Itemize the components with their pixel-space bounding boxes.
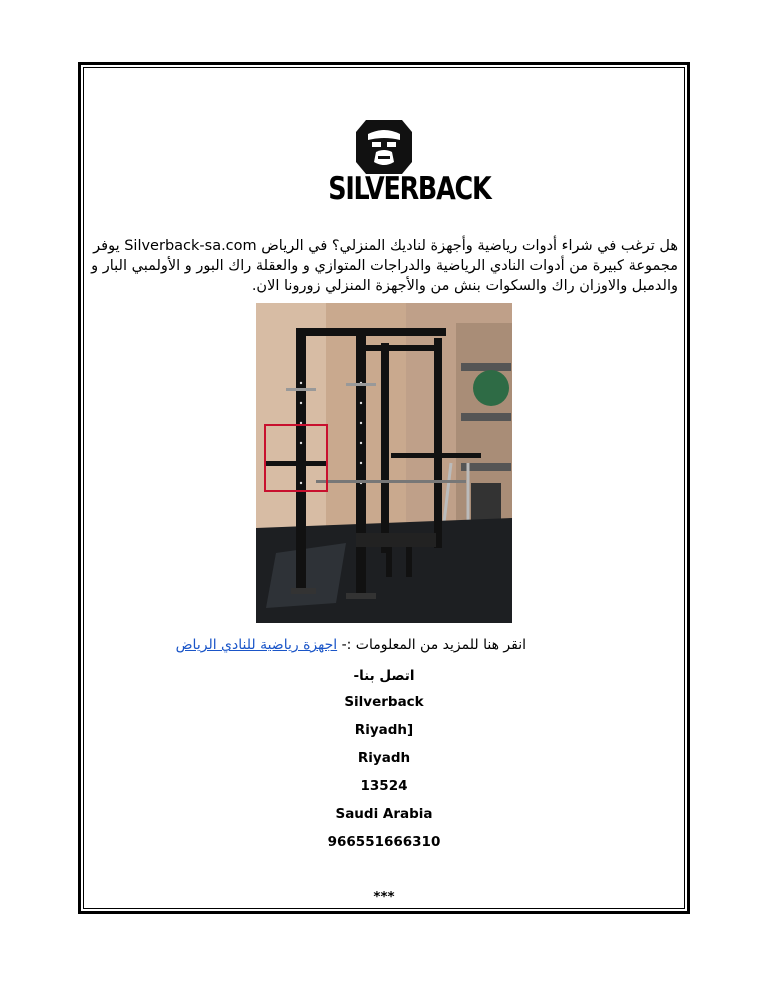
contact-heading: اتصل بنا- (353, 668, 415, 684)
silverback-logo (316, 118, 491, 208)
intro-paragraph: هل ترغب في شراء أدوات رياضية وأجهزة لناديك المنزلي؟ في الرياض Silverback-sa.com يوفر مجموعة كبيرة من أدوات النادي الرياضية والدراجات المتوازي و والعقلة راك البور و الأولمبي البار و والدمبل والاوزان راك والسكوات بنش من والأجهزة المنزلي زورونا الان. (91, 238, 678, 294)
contact-line: Riyadh] (354, 722, 414, 738)
contact-line: Riyadh (357, 750, 411, 766)
power-rack-photo (256, 303, 512, 623)
logo-wordmark: SILVERBACK (328, 171, 491, 207)
equipment-link[interactable]: اجهزة رياضية للنادي الرياض (175, 637, 338, 653)
more-info-prefix: انقر هنا للمزيد من المعلومات :- (341, 637, 526, 653)
gorilla-logo-icon (316, 118, 452, 178)
contact-line: 13524 (360, 778, 408, 794)
contact-phone: 966551666310 (327, 834, 441, 850)
more-info-line (150, 635, 526, 655)
footer-separator: *** (373, 889, 395, 905)
contact-line: Saudi Arabia (335, 806, 433, 822)
contact-line: Silverback (344, 694, 424, 710)
